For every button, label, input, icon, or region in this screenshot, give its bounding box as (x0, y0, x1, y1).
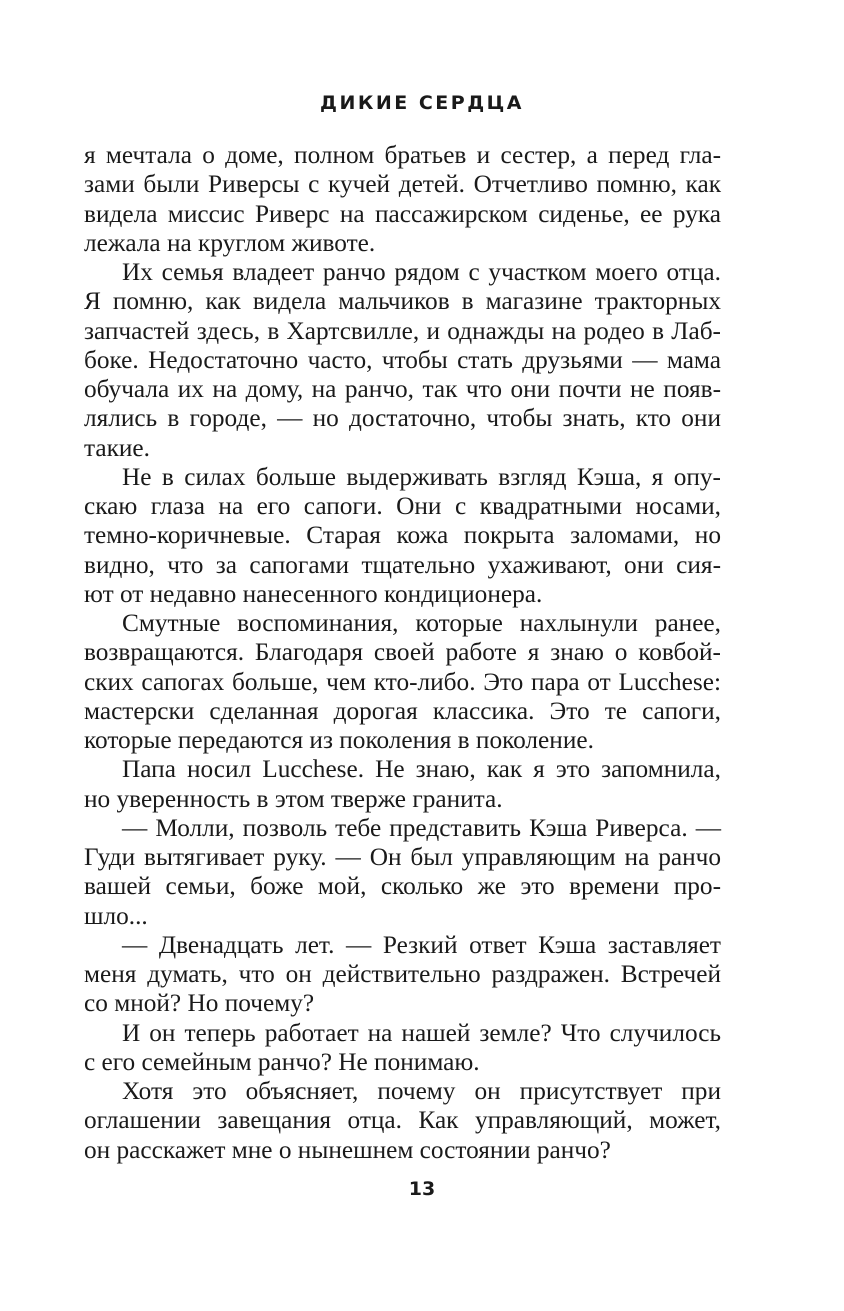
text-line: лежала на круглом животе. (84, 228, 376, 257)
text-line: запчастей здесь, в Хартсвилле, и однажды на родео в Лаб- (84, 316, 721, 345)
body-text (84, 141, 721, 1165)
text-line: боке. Недостаточно часто, чтобы стать друзьями — мама (84, 345, 721, 374)
text-line: ют от недавно нанесенного кондиционера. (84, 579, 543, 608)
text-line: с его семейным ранчо? Не понимаю. (84, 1047, 480, 1076)
text-line: Я помню, как видела мальчиков в магазине тракторных (84, 287, 721, 316)
text-line: Гуди вытягивает руку. — Он был управляющим на ранчо (84, 843, 721, 871)
text-line: Хотя это объясняет, почему он присутствует при (122, 1077, 721, 1105)
text-line: обучала их на дому, на ранчо, так что они почти не появ- (84, 375, 721, 403)
text-line: оглашении завещания отца. Как управляющий, может, (84, 1106, 721, 1135)
text-line: Папа носил Lucchese. Не знаю, как я это запомнила, (122, 755, 721, 784)
text-line: возвращаются. Благодаря своей работе я знаю о ковбой- (84, 638, 721, 667)
text-line: — Молли, позволь тебе представить Кэша Риверса. — (122, 813, 721, 842)
text-line: мастерски сделанная дорогая классика. Это те сапоги, (84, 696, 721, 725)
text-line: — Двенадцать лет. — Резкий ответ Кэша заставляет (122, 930, 721, 959)
running-title: ДИКИЕ СЕРДЦА (320, 92, 524, 114)
text-line: лялись в городе, — но достаточно, чтобы знать, кто они (84, 404, 721, 433)
text-line: которые передаются из поколения в поколение. (84, 726, 594, 754)
text-line: Не в силах больше выдерживать взгляд Кэша, я опу- (122, 462, 721, 491)
text-line: шло... (84, 901, 148, 930)
text-line: я мечтала о доме, полном братьев и сестер, а перед гла- (84, 141, 721, 169)
text-line: Смутные воспоминания, которые нахлынули ранее, (122, 609, 721, 637)
text-line: вашей семьи, боже мой, сколько же это времени про- (84, 872, 721, 901)
text-line: видно, что за сапогами тщательно ухаживают, они сия- (84, 550, 721, 579)
text-line: Их семья владеет ранчо рядом с участком моего отца. (122, 258, 721, 286)
text-line: он расскажет мне о нынешнем состоянии ранчо? (84, 1135, 611, 1164)
text-line: меня думать, что он действительно раздражен. Встречей (84, 960, 721, 988)
text-line: видела миссис Риверс на пассажирском сиденье, ее рука (84, 199, 721, 228)
text-line: но уверенность в этом тверже гранита. (84, 784, 503, 813)
text-line: зами были Риверсы с кучей детей. Отчетливо помню, как (84, 170, 721, 199)
text-line: И он теперь работает на нашей земле? Что случилось (122, 1018, 721, 1047)
text-line: скаю глаза на его сапоги. Они с квадратными носами, (84, 492, 721, 520)
page-number: 13 (408, 1178, 436, 1200)
text-line: со мной? Но почему? (84, 989, 315, 1018)
text-line: такие. (84, 433, 150, 462)
text-line: темно-коричневые. Старая кожа покрыта заломами, но (84, 521, 721, 550)
text-line: ских сапогах больше, чем кто-либо. Это пара от Lucchese: (84, 667, 721, 696)
